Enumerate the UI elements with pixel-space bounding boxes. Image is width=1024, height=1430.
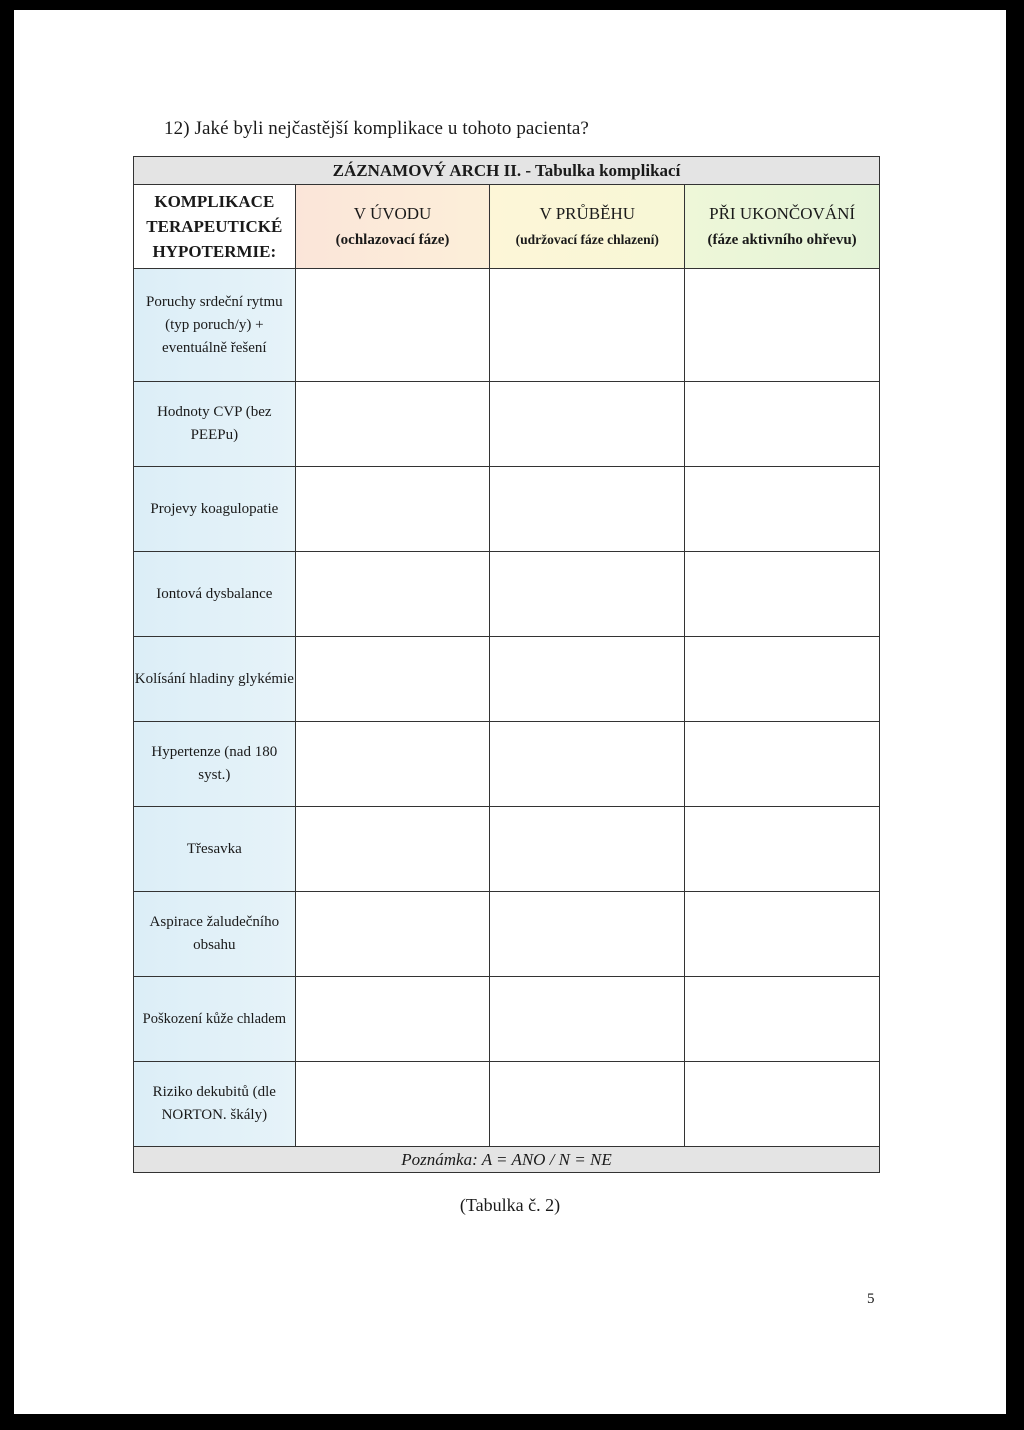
row-label: Iontová dysbalance <box>134 552 296 637</box>
entry-cell[interactable] <box>685 807 880 892</box>
entry-cell[interactable] <box>490 892 685 977</box>
table-row <box>134 1062 880 1147</box>
entry-cell[interactable] <box>295 637 490 722</box>
entry-cell[interactable] <box>490 722 685 807</box>
entry-cell[interactable] <box>490 637 685 722</box>
entry-cell[interactable] <box>685 1062 880 1147</box>
entry-cell[interactable] <box>490 1062 685 1147</box>
entry-cell[interactable] <box>295 382 490 467</box>
column-header-uvod <box>295 185 490 269</box>
entry-cell[interactable] <box>490 977 685 1062</box>
entry-cell[interactable] <box>490 552 685 637</box>
entry-cell[interactable] <box>490 807 685 892</box>
table-row <box>134 637 880 722</box>
complications-table <box>133 156 880 1173</box>
column-sublabel: (ochlazovací fáze) <box>335 231 450 248</box>
entry-cell[interactable] <box>295 722 490 807</box>
entry-cell[interactable] <box>490 467 685 552</box>
table-note: Poznámka: A = ANO / N = NE <box>134 1147 880 1173</box>
table-row <box>134 269 880 382</box>
entry-cell[interactable] <box>685 552 880 637</box>
column-header-ukoncovani <box>685 185 880 269</box>
entry-cell[interactable] <box>295 552 490 637</box>
column-label: V ÚVODU <box>353 203 432 223</box>
column-sublabel: (udržovací fáze chlazení) <box>515 231 659 247</box>
document-page <box>14 10 1006 1414</box>
entry-cell[interactable] <box>295 892 490 977</box>
page-number: 5 <box>867 1291 875 1307</box>
entry-cell[interactable] <box>685 269 880 382</box>
entry-cell[interactable] <box>295 269 490 382</box>
row-label: Poškození kůže chladem <box>134 977 296 1062</box>
entry-cell[interactable] <box>685 637 880 722</box>
table-row <box>134 552 880 637</box>
column-label: PŘI UKONČOVÁNÍ <box>709 203 856 223</box>
entry-cell[interactable] <box>295 1062 490 1147</box>
table-title: ZÁZNAMOVÝ ARCH II. - Tabulka komplikací <box>134 157 880 185</box>
entry-cell[interactable] <box>295 807 490 892</box>
entry-cell[interactable] <box>295 467 490 552</box>
table-row <box>134 977 880 1062</box>
row-label: Riziko dekubitů (dle NORTON. škály) <box>134 1062 296 1147</box>
table-row <box>134 807 880 892</box>
corner-header: KOMPLIKACE TERAPEUTICKÉ HYPOTERMIE: <box>134 185 296 269</box>
column-header-prubeh <box>490 185 685 269</box>
row-label: Třesavka <box>134 807 296 892</box>
row-label: Aspirace žaludečního obsahu <box>134 892 296 977</box>
table-row <box>134 892 880 977</box>
column-label: V PRŮBĚHU <box>539 203 636 223</box>
entry-cell[interactable] <box>490 269 685 382</box>
row-label: Poruchy srdeční rytmu (typ poruch/y) + eventuálně řešení <box>134 269 296 382</box>
entry-cell[interactable] <box>685 467 880 552</box>
entry-cell[interactable] <box>685 977 880 1062</box>
row-label: Hypertenze (nad 180 syst.) <box>134 722 296 807</box>
question-text: 12) Jaké byli nejčastější komplikace u tohoto pacienta? <box>164 118 589 139</box>
entry-cell[interactable] <box>295 977 490 1062</box>
entry-cell[interactable] <box>685 382 880 467</box>
entry-cell[interactable] <box>685 722 880 807</box>
table-caption: (Tabulka č. 2) <box>459 1195 561 1215</box>
row-label: Hodnoty CVP (bez PEEPu) <box>134 382 296 467</box>
table-row <box>134 382 880 467</box>
column-sublabel: (fáze aktivního ohřevu) <box>707 231 857 248</box>
table-row <box>134 467 880 552</box>
row-label: Projevy koagulopatie <box>134 467 296 552</box>
entry-cell[interactable] <box>490 382 685 467</box>
table-row <box>134 722 880 807</box>
row-label: Kolísání hladiny glykémie <box>134 637 296 722</box>
entry-cell[interactable] <box>685 892 880 977</box>
